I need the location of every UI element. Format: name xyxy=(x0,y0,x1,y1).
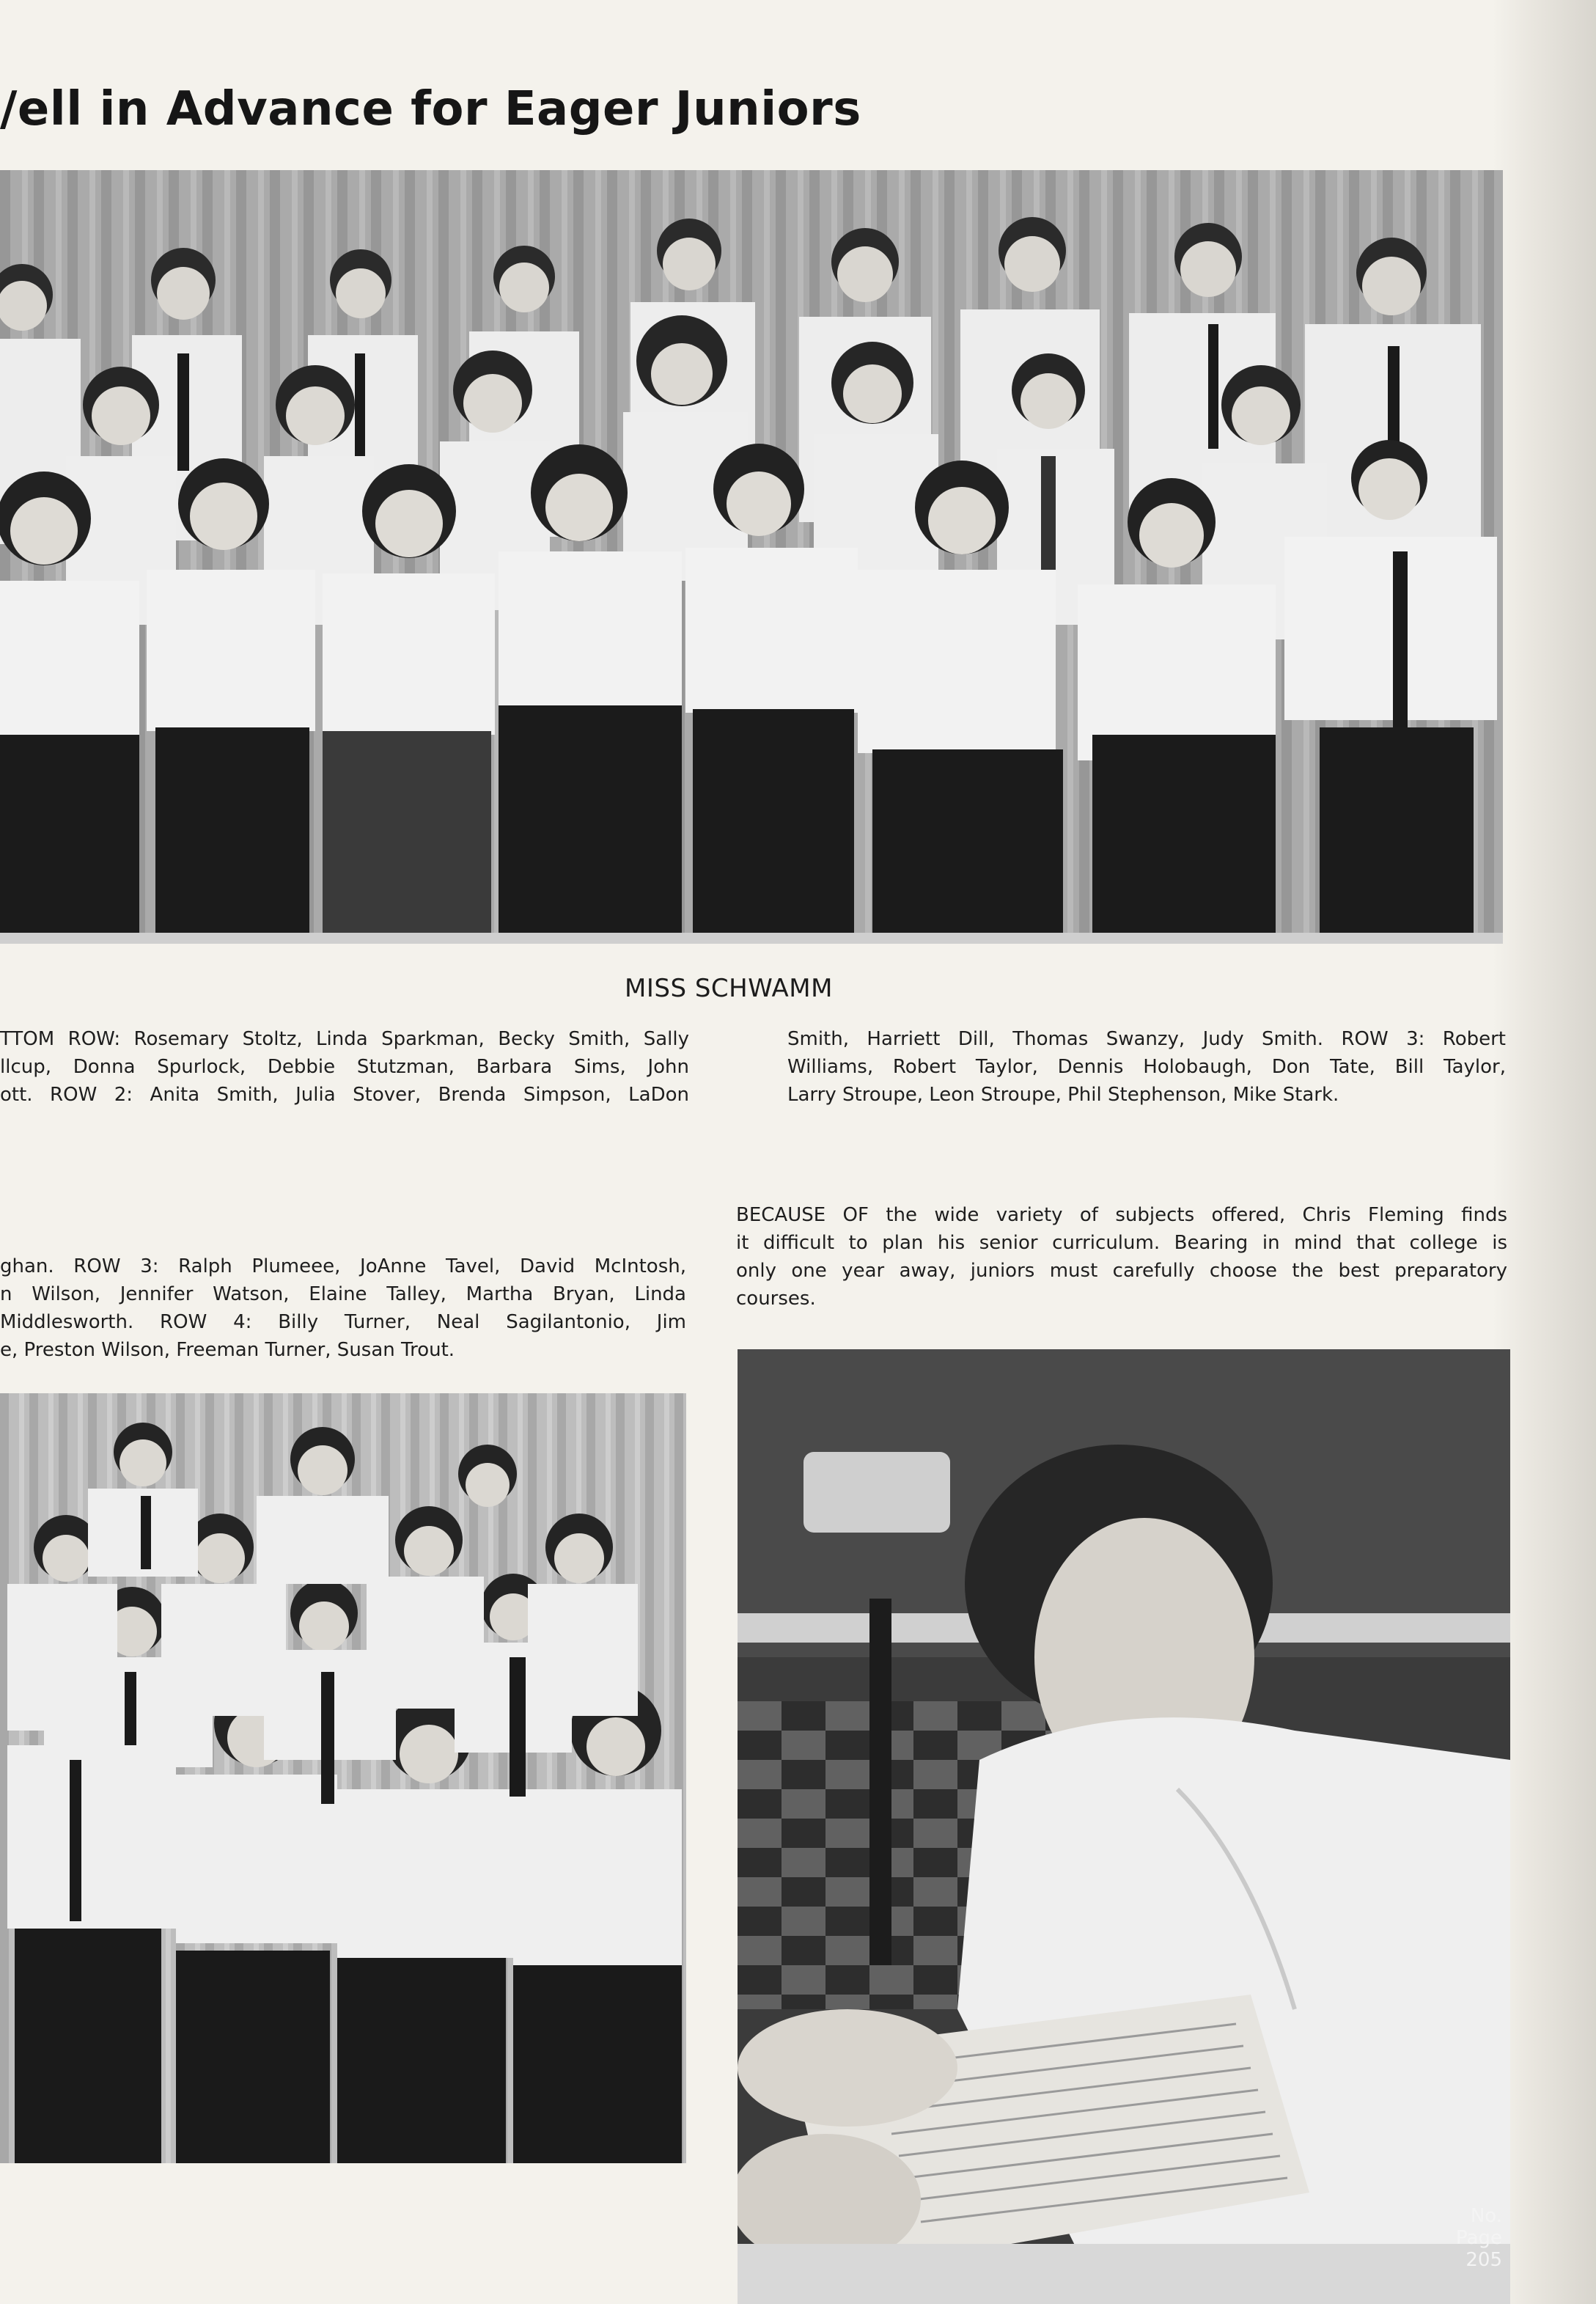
caption-line: BECAUSE OF the wide variety of subjects offered, Chris Fleming finds xyxy=(736,1204,1507,1226)
page-number-line: No. xyxy=(1470,2205,1502,2227)
caption-line: courses. xyxy=(736,1288,816,1310)
caption-line: it difficult to plan his senior curriculum. Bearing in mind that college is xyxy=(736,1232,1507,1254)
caption-line: Middlesworth. ROW 4: Billy Turner, Neal Sagilantonio, Jim xyxy=(0,1311,686,1333)
caption-second-group xyxy=(0,1252,686,1364)
caption-line: ott. ROW 2: Anita Smith, Julia Stover, Brenda Simpson, LaDon xyxy=(0,1084,689,1106)
caption-line: Williams, Robert Taylor, Dennis Holobaugh, Don Tate, Bill Taylor, xyxy=(787,1056,1506,1078)
caption-line: llcup, Donna Spurlock, Debbie Stutzman, Barbara Sims, John xyxy=(0,1056,689,1078)
caption-line: n Wilson, Jennifer Watson, Elaine Talley, Martha Bryan, Linda xyxy=(0,1283,686,1305)
page-number-value: 205 xyxy=(1466,2249,1502,2271)
class-group-photo-small xyxy=(0,1393,686,2163)
class-group-photo-large xyxy=(0,170,1503,944)
page-headline: /ell in Advance for Eager Juniors xyxy=(0,82,861,136)
caption-line: Larry Stroupe, Leon Stroupe, Phil Stephenson, Mike Stark. xyxy=(787,1084,1339,1106)
student-studying-photo xyxy=(738,1349,1510,2304)
caption-line: only one year away, juniors must carefully choose the best preparatory xyxy=(736,1260,1507,1282)
page-number xyxy=(1456,2205,1502,2271)
caption-top-left xyxy=(0,1025,689,1109)
caption-student-photo xyxy=(736,1201,1507,1313)
teacher-name: MISS SCHWAMM xyxy=(625,974,833,1003)
caption-line: e, Preston Wilson, Freeman Turner, Susan Trout. xyxy=(0,1339,455,1361)
caption-top-right xyxy=(787,1025,1506,1109)
caption-line: Smith, Harriett Dill, Thomas Swanzy, Judy Smith. ROW 3: Robert xyxy=(787,1028,1506,1050)
caption-line: TTOM ROW: Rosemary Stoltz, Linda Sparkman, Becky Smith, Sally xyxy=(0,1028,689,1050)
caption-line: ghan. ROW 3: Ralph Plumeee, JoAnne Tavel, David McIntosh, xyxy=(0,1255,686,1277)
page-number-line: Page xyxy=(1456,2227,1502,2249)
